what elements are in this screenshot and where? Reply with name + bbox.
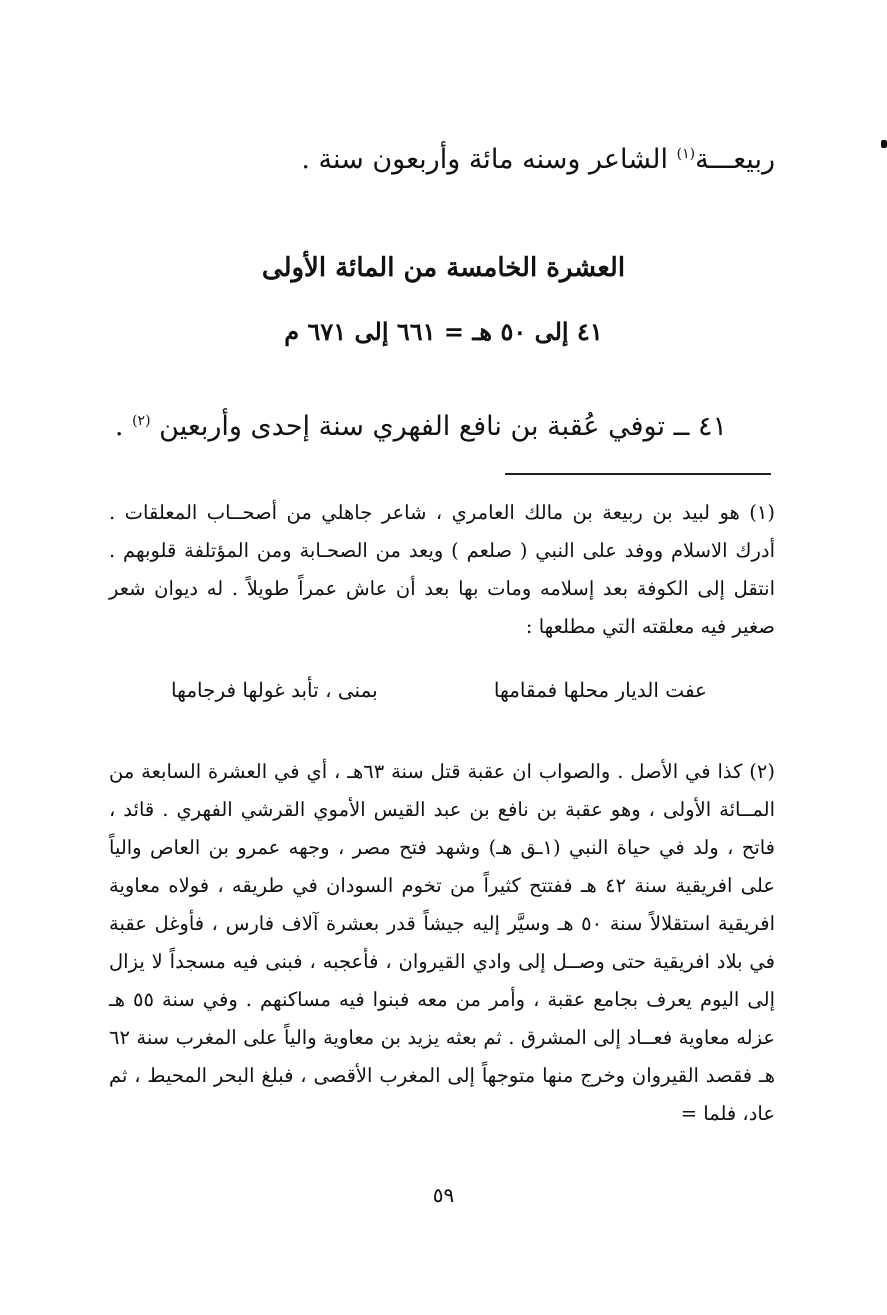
poem-verse — [171, 670, 707, 710]
page-number: ٥٩ — [432, 1183, 455, 1207]
scan-edge-mark — [881, 140, 887, 148]
footnote-2-text: (٢) كذا في الأصل . والصواب ان عقبة قتل سنة ٦٣هـ ، أي في العشرة السابعة من المــائة الأولى ، وهو عقبة بن نافع بن عبد القيس الأموي القرشي الفهري . قائد ، فاتح ، ولد في حياة النبي (١ـق هـ) وشهد فتح مصر ، وجهه عمرو بن العاص والياً على افريقية سنة ٤٢ هـ ففتتح كثيراً من تخوم السودان في طريقه ، فولاه معاوية افريقية استقلالاً سنة ٥٠ هـ وسيَّر إليه جيشاً قدر بعشرة آلاف فارس ، فأوغل عقبة في بلاد افريقية حتى وصــل إلى وادي القيروان ، فأعجبه ، فبنى فيه مسجداً لا يزال إلى اليوم يعرف بجامع عقبة ، وأمر من معه فبنوا فيه مساكنهم . وفي سنة ٥٥ هـ عزله معاوية فعــاد إلى المشرق . ثم بعثه يزيد بن معاوية والياً على المغرب سنة ٦٢ هـ فقصد القيروان وخرج منها متوجهاً إلى المغرب الأقصى ، فبلغ البحر المحيط ، ثم عاد، فلما = — [109, 760, 776, 1125]
footnote-ref-2[interactable]: (٢) — [132, 413, 151, 429]
footnote-1-text: (١) هو لبيد بن ربيعة بن مالك العامري ، شاعر جاهلي من أصحــاب المعلقات . أدرك الاسلام ووفد على النبي ( صلعم ) ويعد من الصحـابة ومن المؤتلفة قلوبهم . انتقل إلى الكوفة بعد إسلامه ومات بها بعد أن عاش عمراً طويلاً . له ديوان شعر صغير فيه معلقته التي مطلعها : — [109, 501, 775, 638]
continuation-text-start: ربيعـــة — [695, 144, 775, 175]
footnote-1 — [109, 494, 775, 646]
verse-first-hemistich: عفت الديار محلها فمقامها — [493, 678, 707, 702]
verse-second-hemistich: بمنى ، تأبد غولها فرجامها — [171, 678, 378, 702]
footnote-separator — [505, 473, 771, 475]
entry-41 — [115, 405, 727, 449]
continuation-text-end: الشاعر وسنه مائة وأربعون سنة . — [301, 144, 677, 175]
section-heading: العشرة الخامسة من المائة الأولى — [261, 253, 626, 283]
footnote-ref-1[interactable]: (١) — [676, 146, 696, 162]
entry-41-text: ٤١ ــ توفي عُقبة بن نافع الفهري سنة إحدى وأربعين — [159, 411, 727, 442]
footnote-2 — [109, 753, 775, 1133]
entry-41-end: . — [114, 411, 133, 442]
continuation-line — [301, 138, 775, 182]
section-date-range: ٤١ إلى ٥٠ هـ = ٦٦١ إلى ٦٧١ م — [284, 317, 603, 346]
